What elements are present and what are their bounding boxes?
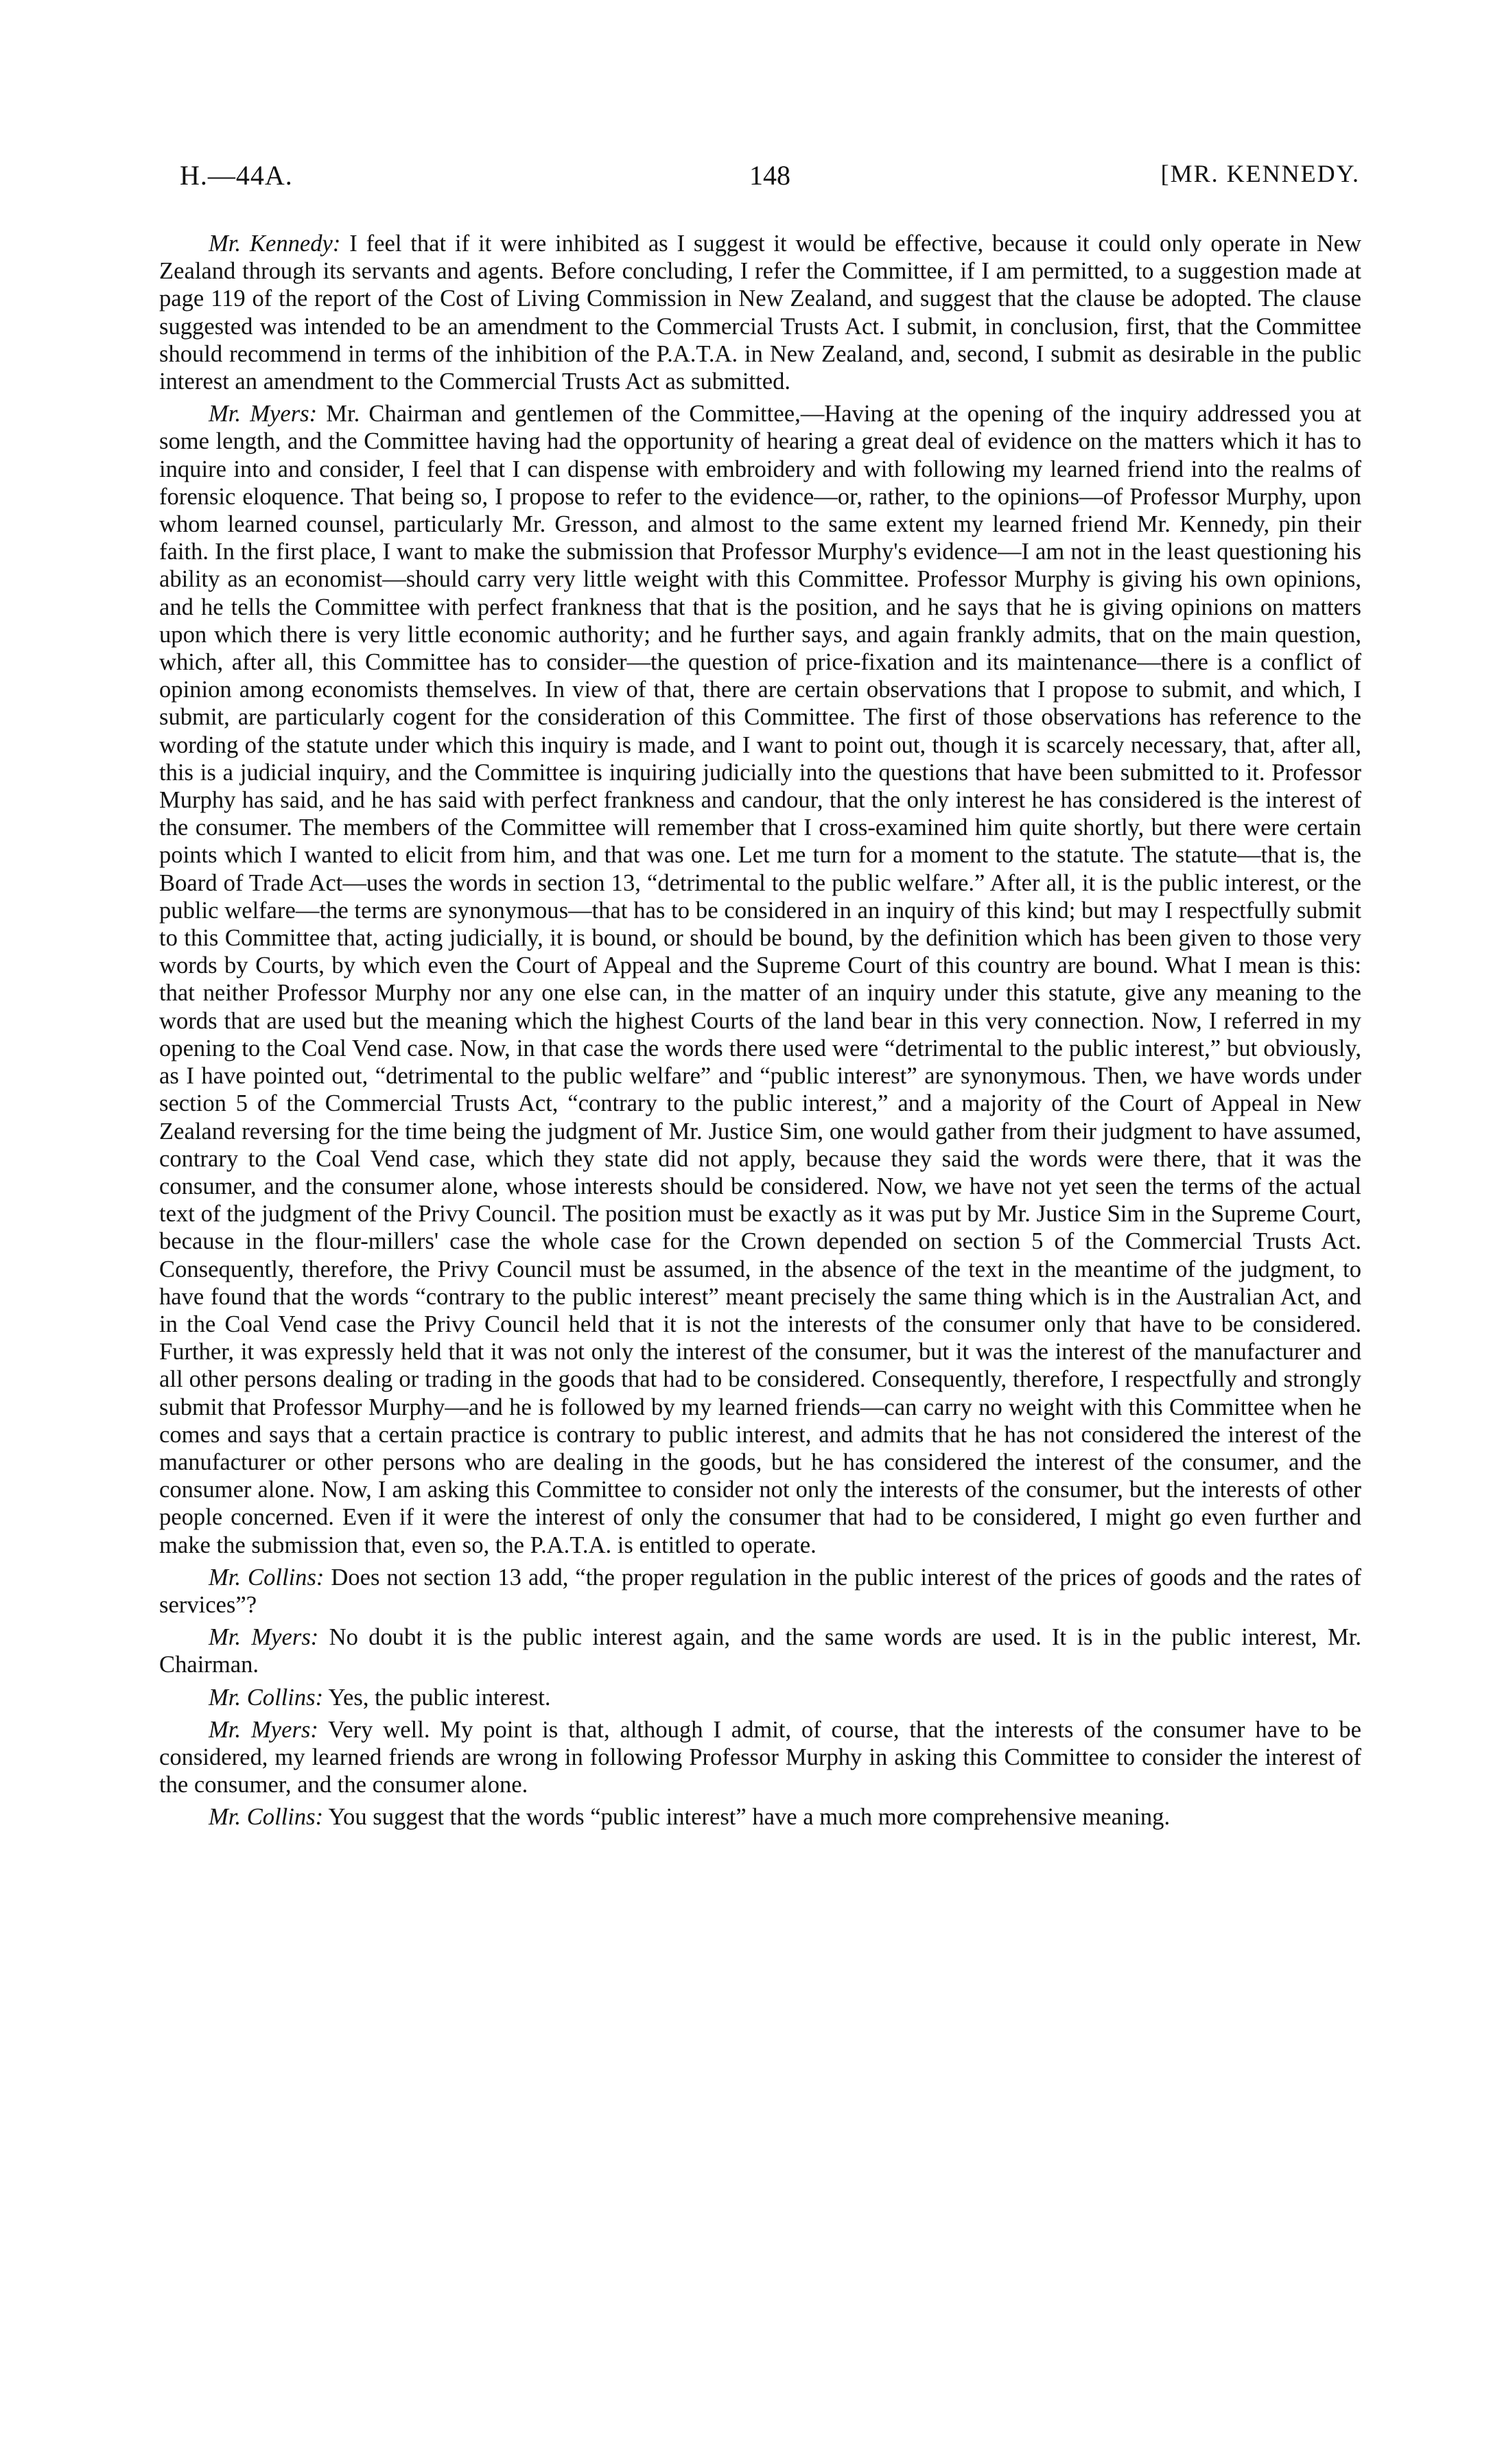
transcript-body [159,230,1361,1836]
paragraph-text: Yes, the public interest. [328,1684,551,1711]
speaker-name: Mr. Collins: [209,1684,324,1711]
speaker-name: Mr. Collins: [209,1804,324,1831]
speaker-heading: [MR. KENNEDY. [1160,160,1360,187]
paragraph-text: Mr. Chairman and gentlemen of the Committee,—Having at the opening of the inquiry addressed you at some length, and the Committee having had the opportunity of hearing a great deal of evidence on the matters which it has to inquire into and consider, I feel that I can dispense with embroidery and with following my learned friend into the realms of forensic eloquence. That being so, I propose to refer to the evidence—or, rather, to the opinions—of Professor Murphy, upon whom learned counsel, particularly Mr. Gresson, and almost to the same extent my learned friend Mr. Kennedy, pin their faith. In the first place, I want to make the submission that Professor Murphy's evidence—I am not in the least questioning his ability as an economist—should carry very little weight with this Committee. Professor Murphy is giving his own opinions, and he tells the Committee with perfect frankness that that is the position, and he says that he is giving opinions on matters upon which there is very little economic authority; and he further says, and again frankly admits, that on the main question, which, after all, this Committee has to consider—the question of price-fixation and its maintenance—there is a conflict of opinion among economists themselves. In view of that, there are certain observations that I propose to submit, and which, I submit, are particularly cogent for the consideration of this Committee. The first of those observations has reference to the wording of the statute under which this inquiry is made, and I want to point out, though it is scarcely necessary, that, after all, this is a judicial inquiry, and the Committee is inquiring judicially into the questions that have been submitted to it. Professor Murphy has said, and he has said with perfect frankness and candour, that the only interest he has considered is the interest of the consumer. The members of the Committee will remember that I cross-examined him quite shortly, but there were certain points which I wanted to elicit from him, and that was one. Let me turn for a moment to the statute. The statute—that is, the Board of Trade Act—uses the words in section 13, “detrimental to the public welfare.” After all, it is the public interest, or the public welfare—the terms are synonymous—that has to be considered in an inquiry of this kind; but may I respectfully submit to this Committee that, acting judicially, it is bound, or should be bound, by the definition which has been given to those very words by Courts, by which even the Court of Appeal and the Supreme Court of this country are bound. What I mean is this: that neither Professor Murphy nor any one else can, in the matter of an inquiry under this statute, give any meaning to the words that are used but the meaning which the highest Courts of the land bear in this very connection. Now, I referred in my opening to the Coal Vend case. Now, in that case the words there used were “detrimental to the public interest,” but obviously, as I have pointed out, “detrimental to the public welfare” and “public interest” are synonymous. Then, we have words under section 5 of the Commercial Trusts Act, “contrary to the public interest,” and a majority of the Court of Appeal in New Zealand reversing for the time being the judgment of Mr. Justice Sim, one would gather from their judgment to have assumed, contrary to the Coal Vend case, which they state did not apply, because they said the words were there, that it was the consumer, and the consumer alone, whose interests should be considered. Now, we have not yet seen the terms of the actual text of the judgment of the Privy Council. The position must be exactly as it was put by Mr. Justice Sim in the Supreme Court, because in the flour-millers' case the whole case for the Crown depended on section 5 of the Commercial Trusts Act. Consequently, therefore, the Privy Council must be assumed, in the absence of the text in the meantime of the judgment, to have found that the words “contrary to the public interest” meant precisely the same thing which is in the Australian Act, and in the Coal Vend case the Privy Council held that it is not the interests of the consumer only that have to be considered. Further, it was expressly held that it was not only the interest of the consumer, but it was the interest of the manufacturer and all other persons dealing or trading in the goods that had to be considered. Consequently, therefore, I respectfully and strongly submit that Professor Murphy—and he is followed by my learned friends—can carry no weight with this Committee when he comes and says that a certain practice is contrary to public interest, and admits that he has not considered the interest of the manufacturer or other persons who are dealing in the goods, but he has considered the interest of the consumer, and the consumer alone. Now, I am asking this Committee to consider not only the interests of the consumer, but the interests of other people concerned. Even if it were the interest of only the consumer that had to be considered, I might go even further and make the submission that, even so, the P.A.T.A. is entitled to operate. [159,401,1361,1558]
speaker-name: Mr. Kennedy: [209,231,341,257]
paragraph-collins-suggestion [159,1803,1361,1831]
paragraph-collins-remark [159,1684,1361,1711]
running-header [180,159,1360,200]
speaker-name: Mr. Myers: [209,1716,318,1743]
speaker-name: Mr. Myers: [209,1624,319,1651]
document-reference: H.—44A. [180,160,293,191]
paragraph-collins-question [159,1564,1361,1619]
paragraph-kennedy-conclusion [159,230,1361,395]
paragraph-text: Very well. My point is that, although I admit, of course, that the interests of the consumer have to be considered, my learned friends are wrong in following Professor Murphy in asking this Committee to consider the interest of the consumer, and the consumer alone. [159,1716,1361,1798]
paragraph-text: I feel that if it were inhibited as I suggest it would be effective, because it could only operate in New Zealand through its servants and agents. Before concluding, I refer the Committee, if I am permitted, to a suggestion made at page 119 of the report of the Cost of Living Commission in New Zealand, and suggest that the clause be adopted. The clause suggested was intended to be an amendment to the Commercial Trusts Act. I submit, in conclusion, first, that the Committee should recommend in terms of the inhibition of the P.A.T.A. in New Zealand, and, second, I submit as desirable in the public interest an amendment to the Commercial Trusts Act as submitted. [159,231,1361,395]
paragraph-myers-address [159,400,1361,1559]
paragraph-text: Does not section 13 add, “the proper regulation in the public interest of the prices of goods and the rates of services”? [159,1564,1361,1618]
page-number: 148 [749,160,790,191]
paragraph-myers-point [159,1716,1361,1799]
paragraph-text: You suggest that the words “public interest” have a much more comprehensive meaning. [328,1804,1171,1831]
speaker-name: Mr. Collins: [209,1564,325,1591]
paragraph-myers-reply [159,1623,1361,1678]
paragraph-text: No doubt it is the public interest again, and the same words are used. It is in the public interest, Mr. Chairman. [159,1624,1361,1678]
speaker-name: Mr. Myers: [209,401,318,427]
